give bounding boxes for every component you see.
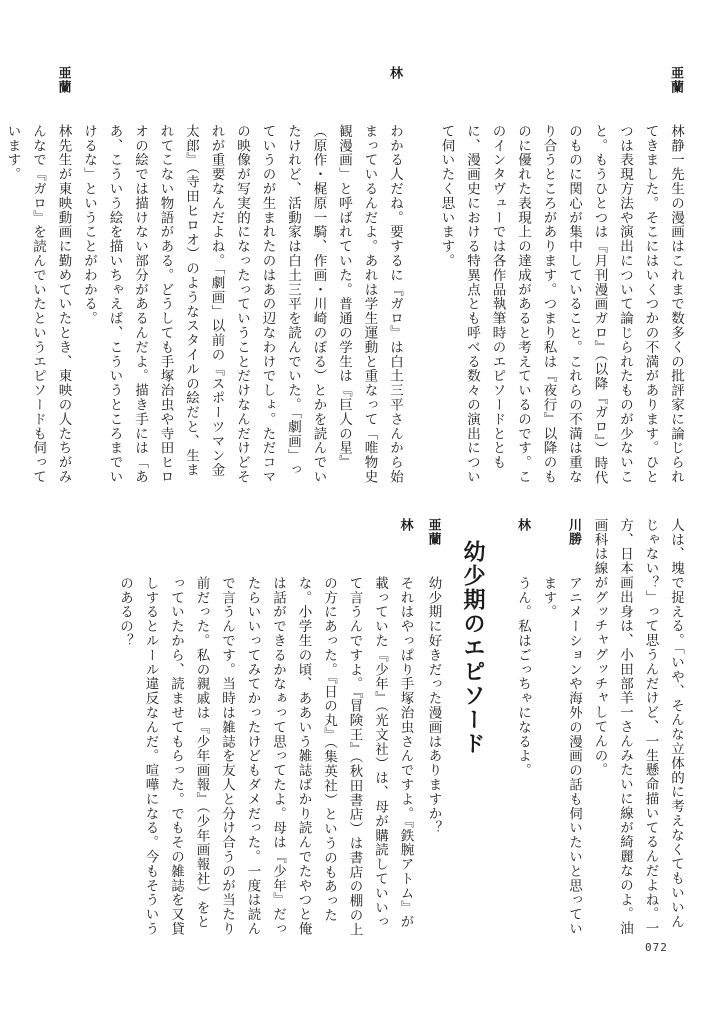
speech-text: アニメーションや海外の漫画の話も伺いたいと思っています。	[540, 576, 582, 936]
speaker-label: 林	[387, 66, 402, 80]
speaker-label: 亜蘭	[425, 518, 441, 546]
paragraph	[76, 66, 408, 486]
speaker-label: 林	[397, 518, 413, 532]
speech-text: 林静一先生の漫画はこれまで数多くの批評家に論じられてきました。そこにはいくつかの不満があります。ひとつは表現方法や演出について論じられたものが少ないこと。もうひとつは『月刊漫画ガロ』（以降『ガロ』）時代のものに関心が集中していること。これらの不満は重なり合うところがあります。つまり私は『夜行』以降のものに優れた表現上の達成があると考えているのです。このインタヴューでは各作品執筆時のエピソードとともに、漫画史における特異点とも呼べる数々の演出について伺いたく思います。	[438, 124, 684, 485]
paragraph	[586, 518, 688, 938]
paragraph	[433, 66, 688, 486]
upper-text-block	[4, 66, 688, 486]
speaker-label: 林	[515, 518, 530, 532]
paragraph	[507, 518, 535, 938]
speaker-label: 亜蘭	[55, 66, 71, 94]
page-number: 072	[645, 941, 668, 954]
speech-text: うん。私はごっちゃになるよ。	[515, 576, 531, 778]
section-heading-wrap	[460, 518, 486, 938]
lower-text-block	[74, 518, 688, 938]
speech-text: わかる人だね。要するに『ガロ』は白土三平さんから始まっているんだよ。あれは学生運動と重なって「唯物史観漫画」と呼ばれていた。普通の学生は『巨人の星』（原作・梶原一騎、作画・川崎のぼる）とかを読んでいたけれど、活動家は白土三平を読んでいた。「劇画」っていうのが生まれたのはあの辺なわけでしょ。ただコマの映像が写実的になったっていうことだけなんだけどそれが重要なんだよね。「劇画」以前の『スポーツマン金太郎』（寺田ヒロオ）のようなスタイルの絵だと、生まれてこない物語がある。どうしても手塚治虫や寺田ヒロオの絵では描けない部分があるんだよ。描き手には「ああ、こういう絵を描いちゃえば、こういうところまでいけるな」ということがわかる。	[81, 124, 403, 484]
speech-text: 人は、塊で捉える。「いや、そんな立体的に考えなくてもいいんじゃない？」って思うんだけど、一生懸命描いてるんだよね。一方、日本画出身は、小田部羊一さんみたいに線が綺麗なのよ。油画科は線がグッチャグッチャしてんの。	[591, 518, 684, 936]
paragraph	[0, 66, 76, 486]
speech-text: 林先生が東映動画に勤めていたとき、東映の人たちがみんなで『ガロ』を読んでいたというエピソードも伺っています。	[4, 124, 72, 484]
speaker-label: 亜蘭	[668, 66, 683, 94]
speech-text: それはやっぱり手塚治虫さんですよ。『鉄腕アトム』が載っていた『少年』（光文社）は、母が購読していいって言うんですよ。『冒険王』（秋田書店）は書店の棚の上の方にあった。『日の丸』（集英社）というのもあったな。小学生の頃、ああいう雑誌ばかり読んでたやつと俺は話ができるかなぁって思ってたよ。母は『少年』だったらいいってみてかったけどもダメだった。一度は読んで言うんです。当時は雑誌を友人と分け合うのが当たり前だった。私の親戚は『少年画報』（少年画報社）をとっていたから、読ませてもらった。でもその雑誌を又貸しするとルール違反なんだ。喧嘩になる。今もそういうのあるの？	[117, 576, 414, 937]
speaker-label: 川勝	[566, 518, 581, 546]
paragraph	[112, 518, 418, 938]
speech-text: 幼少期に好きだった漫画はありますか？	[425, 576, 442, 836]
paragraph	[535, 518, 586, 938]
section-heading: 幼少期のエピソード	[460, 540, 485, 756]
paragraph	[418, 518, 446, 938]
